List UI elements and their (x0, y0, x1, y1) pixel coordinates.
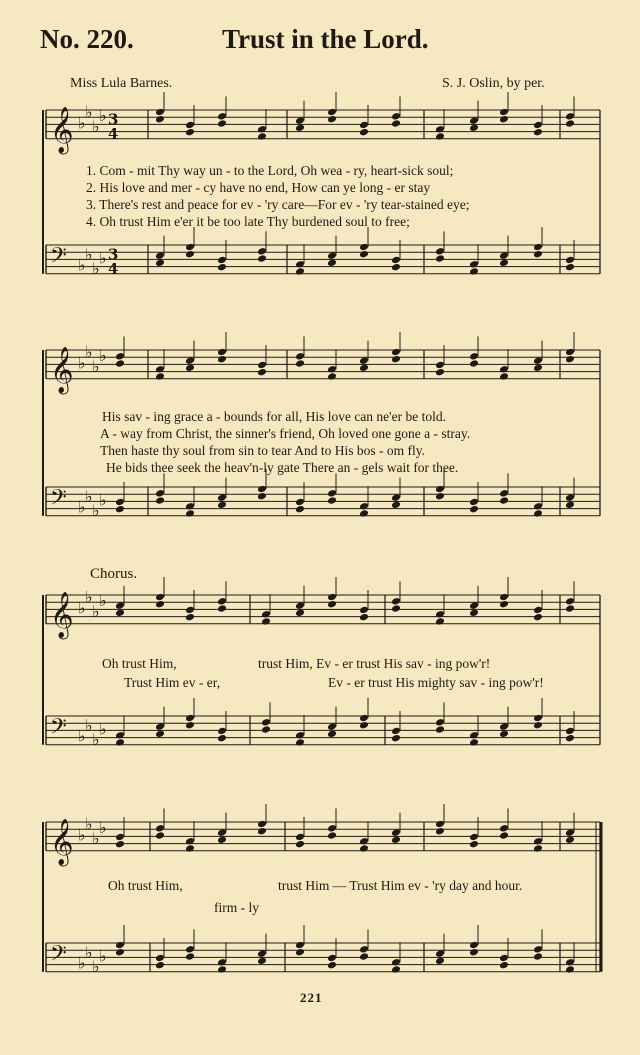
note-head (499, 824, 509, 833)
note-head (257, 254, 267, 263)
time-signature-bottom: 4 (108, 124, 119, 143)
note-head (359, 721, 369, 730)
note-head (257, 361, 267, 370)
note-head (565, 597, 575, 606)
note-head (155, 593, 165, 602)
note-head (257, 827, 267, 836)
note-head (391, 355, 401, 364)
flat-icon: ♭ (99, 106, 107, 126)
treble-clef-icon: 𝄞 (50, 591, 74, 638)
note-head (257, 485, 267, 494)
note-head (359, 613, 369, 622)
note-head (533, 606, 543, 615)
note-head (115, 948, 125, 957)
flat-icon: ♭ (85, 942, 93, 962)
note-head (533, 509, 543, 518)
note-head (391, 112, 401, 121)
chorus-label: Chorus. (90, 566, 138, 582)
note-head (359, 502, 369, 511)
note-head (155, 108, 165, 117)
note-head (155, 954, 165, 963)
note-head (155, 365, 165, 374)
note-head (499, 831, 509, 840)
note-head (115, 505, 125, 514)
note-head (469, 498, 479, 507)
note-head (217, 112, 227, 121)
note-head (295, 260, 305, 269)
note-head (565, 263, 575, 272)
note-head (115, 941, 125, 950)
note-head (533, 714, 543, 723)
note-head (295, 738, 305, 747)
note-head (533, 952, 543, 961)
note-head (295, 948, 305, 957)
note-head (295, 359, 305, 368)
note-head (115, 840, 125, 849)
note-head (359, 250, 369, 259)
note-head (359, 945, 369, 954)
flat-icon: ♭ (78, 953, 86, 973)
note-head (391, 597, 401, 606)
flat-icon: ♭ (99, 248, 107, 268)
note-head (533, 721, 543, 730)
note-head (435, 125, 445, 134)
flat-icon: ♭ (78, 113, 86, 133)
verse-2-line-1: 2. His love and mer - cy have no end, How can ye long - er stay (86, 180, 431, 195)
note-head (327, 831, 337, 840)
flat-icon: ♭ (92, 259, 100, 279)
note-head (469, 359, 479, 368)
note-head (469, 948, 479, 957)
note-head (327, 824, 337, 833)
note-head (155, 961, 165, 970)
flat-icon: ♭ (85, 715, 93, 735)
note-head (499, 961, 509, 970)
note-head (391, 256, 401, 265)
note-head (391, 727, 401, 736)
chorus-line-2-b: Ev - er trust His mighty sav - ing pow'r! (328, 675, 544, 690)
flat-icon: ♭ (78, 598, 86, 618)
note-head (435, 492, 445, 501)
note-head (391, 958, 401, 967)
bass-clef-icon: 𝄢 (50, 243, 67, 274)
note-head (391, 734, 401, 743)
note-head (565, 965, 575, 974)
note-head (295, 840, 305, 849)
treble-clef-icon: 𝄞 (50, 818, 74, 865)
note-head (359, 128, 369, 137)
flat-icon: ♭ (92, 602, 100, 621)
flat-icon: ♭ (99, 591, 107, 611)
note-head (469, 738, 479, 747)
note-head (295, 352, 305, 361)
flat-icon: ♭ (92, 357, 100, 376)
flat-icon: ♭ (99, 346, 107, 366)
note-head (435, 617, 445, 626)
note-head (499, 489, 509, 498)
verse-1-line-1: 1. Com - mit Thy way un - to the Lord, Oh wea - ry, heart-sick soul; (86, 163, 454, 178)
note-head (533, 128, 543, 137)
note-head (533, 837, 543, 846)
treble-clef-icon: 𝄞 (50, 346, 74, 393)
note-head (155, 372, 165, 381)
note-head (327, 365, 337, 374)
flat-icon: ♭ (78, 726, 86, 746)
note-head (115, 833, 125, 842)
note-head (565, 112, 575, 121)
note-head (217, 256, 227, 265)
note-head (185, 844, 195, 853)
note-head (499, 954, 509, 963)
note-head (435, 254, 445, 263)
verse-3-line-1: 3. There's rest and peace for ev - 'ry care—For ev - 'ry tear-stained eye; (86, 197, 470, 212)
note-head (185, 714, 195, 723)
note-head (533, 121, 543, 130)
note-head (359, 952, 369, 961)
note-head (435, 718, 445, 727)
note-head (257, 368, 267, 377)
note-head (217, 355, 227, 364)
note-head (327, 600, 337, 609)
flat-icon: ♭ (92, 957, 100, 977)
flat-icon: ♭ (85, 244, 93, 264)
note-head (261, 610, 271, 619)
note-head (565, 734, 575, 743)
note-head (257, 492, 267, 501)
hymn-number: No. 220. (40, 24, 134, 54)
note-head (327, 954, 337, 963)
note-head (469, 352, 479, 361)
note-head (435, 361, 445, 370)
note-head (435, 725, 445, 734)
note-head (155, 831, 165, 840)
note-head (565, 604, 575, 613)
flat-icon: ♭ (85, 342, 93, 362)
note-head (185, 509, 195, 518)
note-head (257, 132, 267, 141)
note-head (185, 952, 195, 961)
note-head (185, 721, 195, 730)
chorus-line-2-a: Trust Him ev - er, (124, 675, 221, 690)
note-head (327, 961, 337, 970)
time-signature-top: 3 (108, 245, 119, 264)
note-head (499, 372, 509, 381)
flat-icon: ♭ (85, 587, 93, 607)
note-head (327, 489, 337, 498)
note-head (391, 119, 401, 128)
note-head (115, 498, 125, 507)
note-head (327, 108, 337, 117)
note-head (185, 613, 195, 622)
note-head (327, 115, 337, 124)
note-head (217, 263, 227, 272)
note-head (155, 489, 165, 498)
note-head (533, 844, 543, 853)
note-head (115, 359, 125, 368)
note-head (435, 368, 445, 377)
lyricist-credit: Miss Lula Barnes. (70, 76, 173, 91)
note-head (327, 593, 337, 602)
note-head (115, 738, 125, 747)
final-line-a: Oh trust Him, (108, 878, 183, 893)
note-head (565, 355, 575, 364)
note-head (435, 485, 445, 494)
note-head (499, 593, 509, 602)
note-head (533, 502, 543, 511)
note-head (533, 613, 543, 622)
verse-4-line-2: He bids thee seek the heav'n-ly gate There an - gels wait for thee. (106, 460, 459, 475)
firmly-lyric: firm - ly (214, 900, 259, 915)
composer-credit: S. J. Oslin, by per. (442, 76, 545, 91)
note-head (185, 502, 195, 511)
note-head (435, 132, 445, 141)
note-head (155, 600, 165, 609)
time-signature-bottom: 4 (108, 259, 119, 278)
verse-4-line-1: 4. Oh trust Him e'er it be too late Thy burdened soul to free; (86, 214, 410, 229)
note-head (469, 840, 479, 849)
note-head (359, 121, 369, 130)
note-head (469, 941, 479, 950)
note-head (155, 115, 165, 124)
bass-clef-icon: 𝄢 (50, 485, 67, 516)
note-head (185, 250, 195, 259)
flat-icon: ♭ (99, 719, 107, 739)
flat-icon: ♭ (78, 497, 86, 517)
verse-2-line-2: A - way from Christ, the sinner's friend, Oh loved one gone a - stray. (100, 426, 471, 441)
note-head (499, 108, 509, 117)
note-head (565, 256, 575, 265)
flat-icon: ♭ (78, 255, 86, 275)
note-head (155, 824, 165, 833)
note-head (115, 731, 125, 740)
note-head (359, 606, 369, 615)
note-head (359, 243, 369, 252)
note-head (295, 267, 305, 276)
hymn-title: Trust in the Lord. (222, 24, 429, 54)
flat-icon: ♭ (85, 814, 93, 834)
note-head (533, 945, 543, 954)
note-head (469, 260, 479, 269)
note-head (217, 734, 227, 743)
note-head (295, 941, 305, 950)
note-head (435, 247, 445, 256)
note-head (533, 250, 543, 259)
note-head (185, 121, 195, 130)
note-head (217, 119, 227, 128)
note-head (217, 604, 227, 613)
note-head (391, 263, 401, 272)
note-head (257, 125, 267, 134)
bass-clef-icon: 𝄢 (50, 714, 67, 745)
note-head (469, 505, 479, 514)
flat-icon: ♭ (99, 818, 107, 838)
flat-icon: ♭ (78, 825, 86, 845)
note-head (261, 617, 271, 626)
note-head (469, 833, 479, 842)
note-head (217, 727, 227, 736)
note-head (185, 837, 195, 846)
bass-clef-icon: 𝄢 (50, 941, 67, 972)
note-head (469, 731, 479, 740)
note-head (327, 496, 337, 505)
note-head (359, 837, 369, 846)
note-head (565, 727, 575, 736)
note-head (469, 267, 479, 276)
verse-3-line-2: Then haste thy soul from sin to tear And to His bos - om fly. (100, 443, 425, 458)
note-head (391, 604, 401, 613)
chorus-line-1-b: trust Him, Ev - er trust His sav - ing pow'r! (258, 656, 491, 671)
treble-clef-icon: 𝄞 (50, 106, 74, 153)
note-head (565, 348, 575, 357)
note-head (499, 600, 509, 609)
note-head (435, 827, 445, 836)
note-head (435, 610, 445, 619)
time-signature-top: 3 (108, 110, 119, 129)
note-head (217, 958, 227, 967)
note-head (499, 365, 509, 374)
note-head (499, 115, 509, 124)
flat-icon: ♭ (78, 353, 86, 373)
note-head (261, 725, 271, 734)
flat-icon: ♭ (99, 490, 107, 510)
note-head (359, 509, 369, 518)
note-head (565, 958, 575, 967)
note-head (391, 965, 401, 974)
note-head (499, 496, 509, 505)
note-head (217, 597, 227, 606)
flat-icon: ♭ (92, 501, 100, 521)
flat-icon: ♭ (92, 829, 100, 848)
flat-icon: ♭ (85, 486, 93, 506)
note-head (217, 348, 227, 357)
note-head (435, 820, 445, 829)
final-line-b: trust Him — Trust Him ev - 'ry day and hour. (278, 878, 523, 893)
note-head (115, 352, 125, 361)
note-head (185, 945, 195, 954)
note-head (295, 498, 305, 507)
note-head (257, 820, 267, 829)
note-head (327, 372, 337, 381)
note-head (391, 348, 401, 357)
note-head (155, 496, 165, 505)
note-head (565, 119, 575, 128)
note-head (257, 247, 267, 256)
note-head (533, 243, 543, 252)
note-head (185, 606, 195, 615)
note-head (295, 505, 305, 514)
flat-icon: ♭ (92, 730, 100, 750)
note-head (359, 844, 369, 853)
flat-icon: ♭ (92, 117, 100, 136)
note-head (359, 714, 369, 723)
note-head (185, 128, 195, 137)
note-head (295, 833, 305, 842)
verse-1-line-2: His sav - ing grace a - bounds for all, His love can ne'er be told. (102, 409, 446, 424)
flat-icon: ♭ (85, 102, 93, 122)
note-head (185, 243, 195, 252)
note-head (295, 731, 305, 740)
note-head (261, 718, 271, 727)
page-number: 221 (300, 990, 323, 1005)
chorus-line-1-a: Oh trust Him, (102, 656, 177, 671)
note-head (217, 965, 227, 974)
flat-icon: ♭ (99, 946, 107, 966)
